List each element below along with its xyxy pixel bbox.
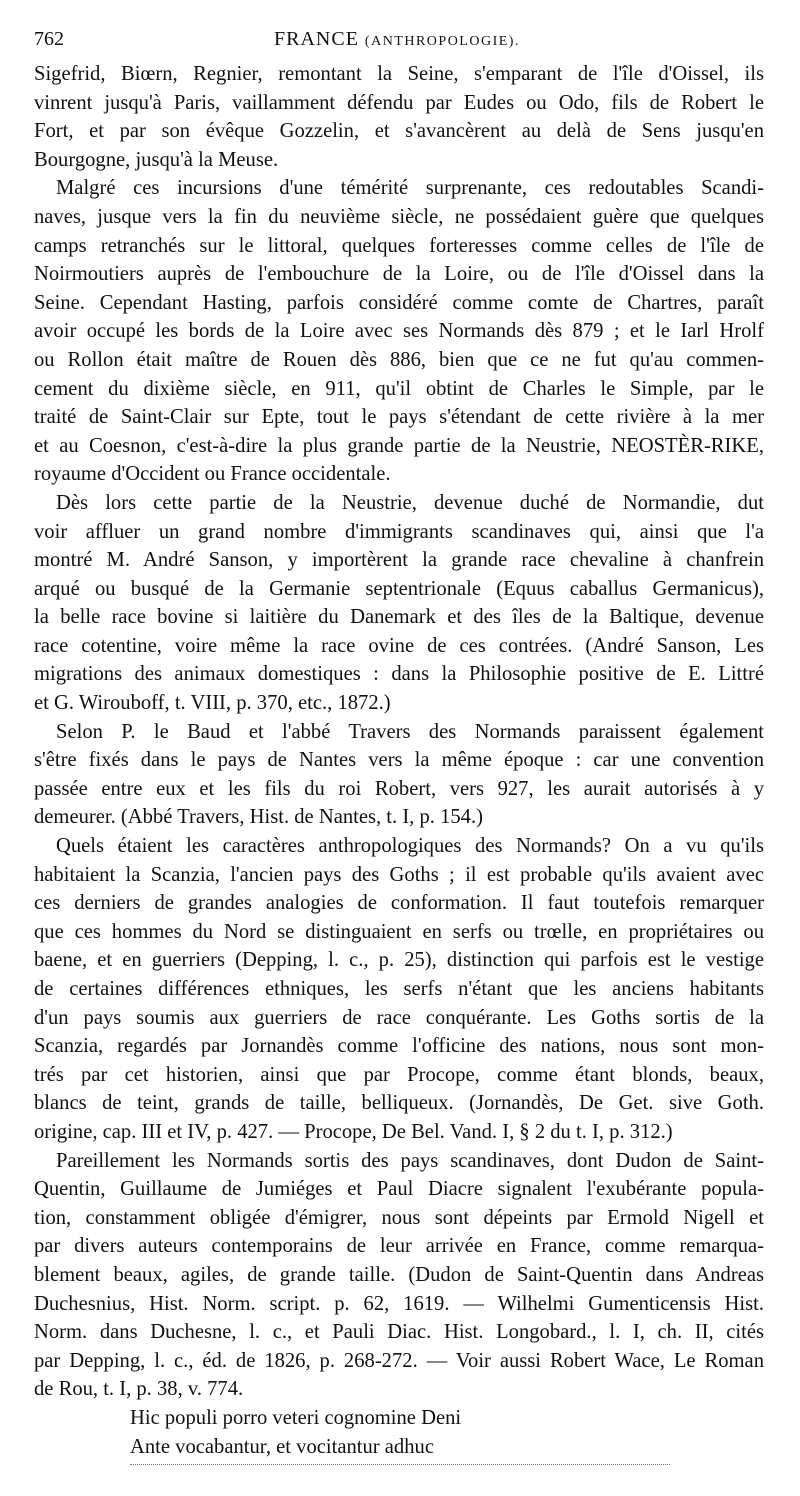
text-line: Sigefrid, Biœrn, Regnier, remontant la Seine, s'emparant de l'île d'Oissel, ils — [34, 63, 764, 85]
title-main: FRANCE — [274, 28, 359, 50]
text-line: Quentin, Guillaume de Jumiéges et Paul Diacre signalent l'exubérante popula- — [34, 1178, 764, 1201]
text-line: Pareillement les Normands sortis des pays scandinaves, dont Dudon de Saint- — [56, 1149, 764, 1172]
text-line: vinrent jusqu'à Paris, vaillamment défendu par Eudes ou Odo, fils de Robert le — [34, 91, 764, 114]
text-line: demeurer. (Abbé Travers, Hist. de Nantes, t. I, p. 154.) — [34, 806, 483, 829]
text-line: royaume d'Occident ou France occidentale. — [34, 463, 391, 486]
text-line: Malgré ces incursions d'une témérité surprenante, ces redoutables Scandi- — [56, 177, 764, 200]
text-line: traité de Saint-Clair sur Epte, tout le pays s'étendant de cette rivière à la mer — [34, 406, 764, 429]
text-line: habitaient la Scanzia, l'ancien pays des Goths ; il est probable qu'ils avaient avec — [34, 863, 764, 886]
text-line: montré M. André Sanson, y importèrent la grande race chevaline à chanfrein — [34, 549, 764, 572]
text-line: par Depping, l. c., éd. de 1826, p. 268-272. — Voir aussi Robert Wace, Le Roman — [34, 1349, 764, 1372]
title-subtitle: (ANTHROPOLOGIE). — [364, 34, 520, 49]
text-line: de certaines différences ethniques, les serfs n'étant que les anciens habitants — [34, 978, 764, 1000]
text-line: blement beaux, agiles, de grande taille. (Dudon de Saint-Quentin dans Andreas — [34, 1263, 764, 1286]
text-line: camps retranchés sur le littoral, quelques forteresses comme celles de l'île de — [34, 234, 764, 257]
text-line: voir affluer un grand nombre d'immigrants scandinaves qui, ainsi que l'a — [34, 520, 764, 543]
body-text — [34, 60, 764, 1461]
text-line: naves, jusque vers la fin du neuvième siècle, ne possédaient guère que quelques — [34, 205, 764, 228]
verse-line: Ante vocabantur, et vocitantur adhuc — [130, 1435, 434, 1458]
text-line: race cotentine, voire même la race ovine de ces contrées. (André Sanson, Les — [34, 634, 764, 657]
text-line: migrations des animaux domestiques : dans la Philosophie positive de E. Littré — [34, 663, 764, 686]
text-line: tion, constamment obligée d'émigrer, nous sont dépeints par Ermold Nigell et — [34, 1206, 764, 1229]
text-line: avoir occupé les bords de la Loire avec ses Normands dès 879 ; et le Iarl Hrolf — [34, 320, 764, 343]
text-line: la belle race bovine si laitière du Danemark et des îles de la Baltique, devenue — [34, 606, 764, 629]
text-line: Dès lors cette partie de la Neustrie, devenue duché de Normandie, dut — [56, 491, 764, 514]
text-line: et G. Wirouboff, t. VIII, p. 370, etc., 1872.) — [34, 692, 391, 715]
text-line: de Rou, t. I, p. 38, v. 774. — [34, 1378, 244, 1401]
text-line: passée entre eux et les fils du roi Robert, vers 927, les aurait autorisés à y — [34, 777, 764, 800]
running-title — [34, 28, 760, 51]
text-line: Quels étaient les caractères anthropologiques des Normands? On a vu qu'ils — [56, 835, 764, 858]
text-line: arqué ou busqué de la Germanie septentrionale (Equus caballus Germanicus), — [34, 577, 764, 600]
footer-dotted-rule — [130, 1464, 670, 1465]
text-line: Bourgogne, jusqu'à la Meuse. — [34, 148, 279, 171]
page-number: 762 — [34, 28, 64, 50]
running-header — [34, 28, 760, 56]
text-line: ces derniers de grandes analogies de conformation. Il faut toutefois remarquer — [34, 892, 764, 915]
text-line: ou Rollon était maître de Rouen dès 886, bien que ce ne fut qu'au commen- — [34, 348, 764, 371]
text-line: Seine. Cependant Hasting, parfois considéré comme comte de Chartres, paraît — [34, 291, 764, 314]
text-line: Noirmoutiers auprès de l'embouchure de la Loire, ou de l'île d'Oissel dans la — [34, 263, 764, 286]
text-line: Scanzia, regardés par Jornandès comme l'officine des nations, nous sont mon- — [34, 1035, 764, 1058]
text-line: d'un pays soumis aux guerriers de race conquérante. Les Goths sortis de la — [34, 1006, 764, 1029]
text-line: et au Coesnon, c'est-à-dire la plus grande partie de la Neustrie, NEOSTÈR-RIKE, — [34, 434, 764, 457]
text-line: Norm. dans Duchesne, l. c., et Pauli Diac. Hist. Longobard., l. I, ch. II, cités — [34, 1321, 764, 1344]
text-line: que ces hommes du Nord se distinguaient en serfs ou trœlle, en propriétaires ou — [34, 920, 764, 943]
text-line: origine, cap. III et IV, p. 427. — Procope, De Bel. Vand. I, § 2 du t. I, p. 312.) — [34, 1120, 673, 1143]
text-line: blancs de teint, grands de taille, belliqueux. (Jornandès, De Get. sive Goth. — [34, 1092, 764, 1115]
text-line: Duchesnius, Hist. Norm. script. p. 62, 1619. — Wilhelmi Gumenticensis Hist. — [34, 1292, 764, 1315]
text-line: baene, et en guerriers (Depping, l. c., p. 25), distinction qui parfois est le vestige — [34, 949, 764, 972]
text-line: Selon P. le Baud et l'abbé Travers des Normands paraissent également — [56, 720, 764, 743]
text-line: Fort, et par son évêque Gozzelin, et s'avancèrent au delà de Sens jusqu'en — [34, 120, 764, 143]
text-line: s'être fixés dans le pays de Nantes vers la même époque : car une convention — [34, 749, 764, 772]
verse-line: Hic populi porro veteri cognomine Deni — [130, 1406, 462, 1429]
text-line: cement du dixième siècle, en 911, qu'il obtint de Charles le Simple, par le — [34, 377, 764, 400]
text-line: trés par cet historien, ainsi que par Procope, comme étant blonds, beaux, — [34, 1063, 764, 1086]
text-line: par divers auteurs contemporains de leur arrivée en France, comme remarqua- — [34, 1235, 764, 1258]
